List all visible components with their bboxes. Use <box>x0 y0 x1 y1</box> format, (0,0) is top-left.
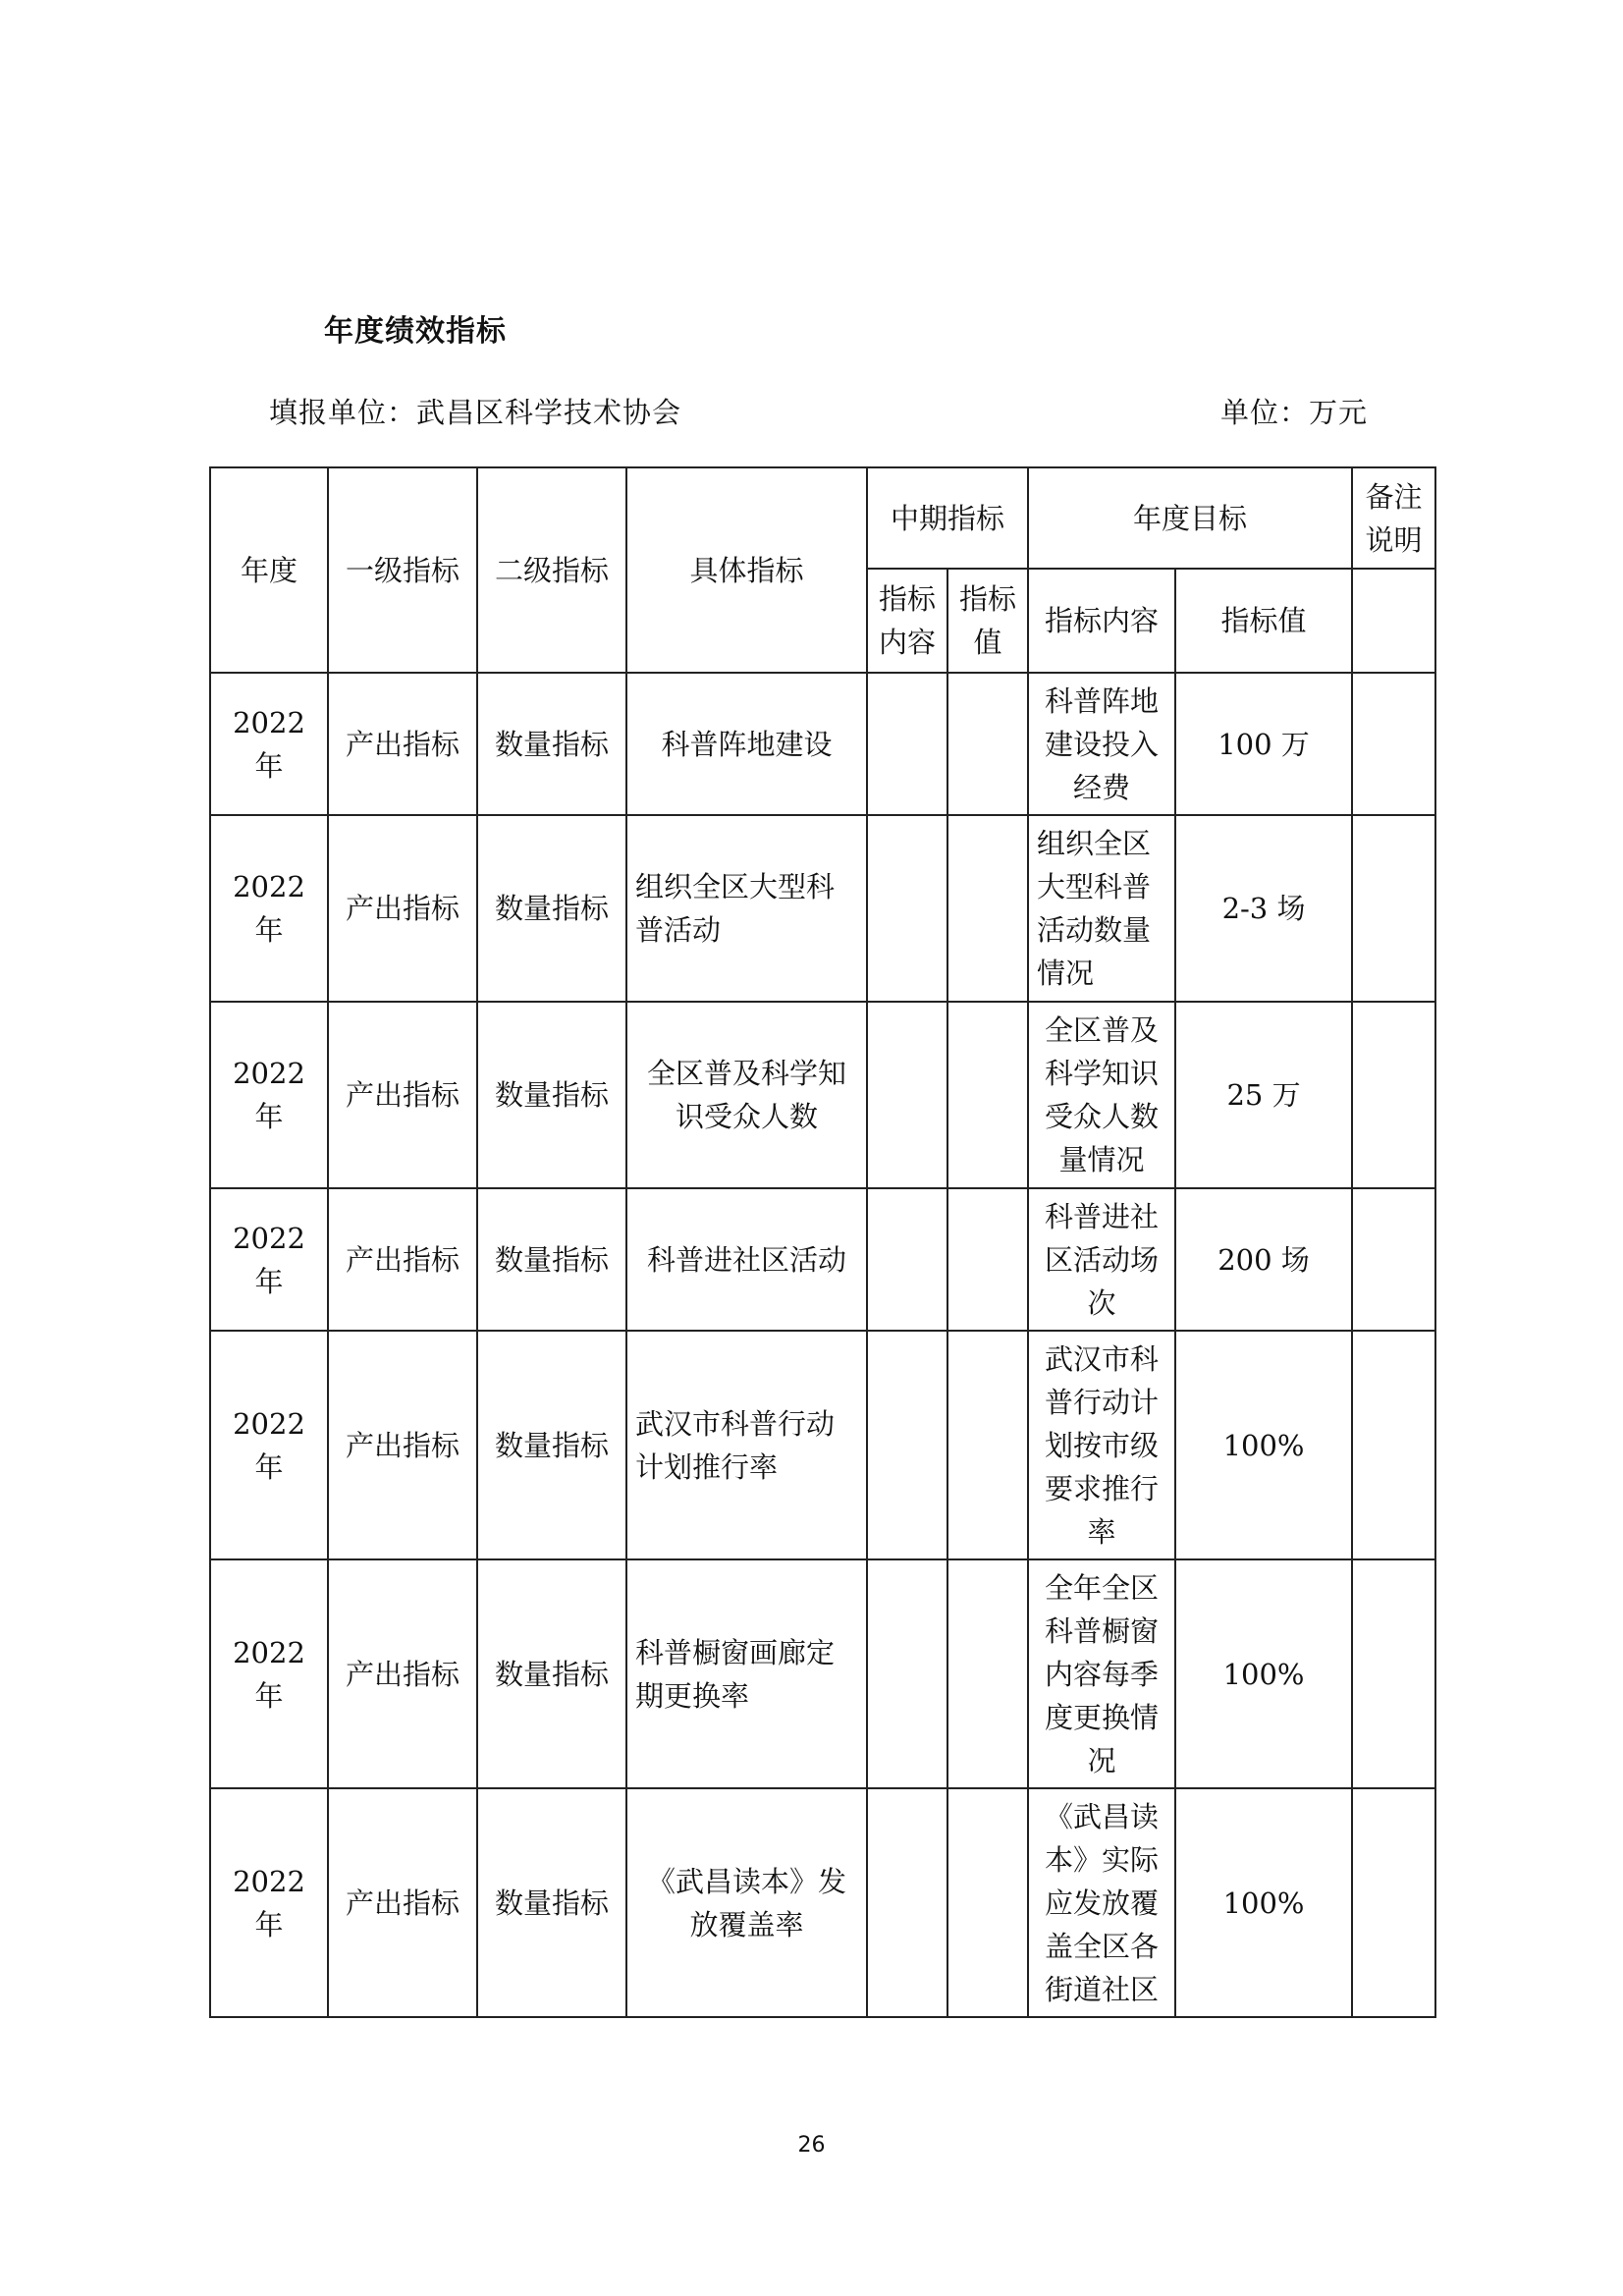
cell-annual-content: 科普阵地建设投入经费 <box>1028 673 1175 815</box>
cell-mid-content <box>867 673 947 815</box>
cell-level2: 数量指标 <box>477 1559 626 1788</box>
cell-mid-content <box>867 1188 947 1331</box>
cell-mid-content <box>867 1559 947 1788</box>
cell-level1: 产出指标 <box>328 1002 477 1188</box>
header-level1: 一级指标 <box>328 467 477 673</box>
header-annual-value: 指标值 <box>1175 569 1352 673</box>
cell-annual-value: 2-3 场 <box>1175 815 1352 1002</box>
cell-annual-value: 100% <box>1175 1331 1352 1559</box>
cell-annual-content: 全年全区科普橱窗内容每季度更换情况 <box>1028 1559 1175 1788</box>
header-annual-target: 年度目标 <box>1028 467 1352 569</box>
header-mid-content: 指标内容 <box>867 569 947 673</box>
cell-mid-value <box>947 1002 1028 1188</box>
cell-specific: 《武昌读本》发放覆盖率 <box>626 1788 867 2017</box>
cell-mid-value <box>947 1788 1028 2017</box>
table-row <box>210 815 1435 1002</box>
cell-year: 2022 年 <box>210 1788 328 2017</box>
cell-specific: 全区普及科学知识受众人数 <box>626 1002 867 1188</box>
page-number: 26 <box>797 2133 826 2158</box>
cell-level1: 产出指标 <box>328 1331 477 1559</box>
cell-year: 2022 年 <box>210 673 328 815</box>
cell-remarks <box>1352 1188 1435 1331</box>
cell-specific: 组织全区大型科普活动 <box>626 815 867 1002</box>
cell-level2: 数量指标 <box>477 815 626 1002</box>
header-year: 年度 <box>210 467 328 673</box>
cell-mid-value <box>947 1188 1028 1331</box>
cell-year: 2022 年 <box>210 815 328 1002</box>
cell-remarks <box>1352 1788 1435 2017</box>
cell-remarks <box>1352 1002 1435 1188</box>
header-mid-value: 指标值 <box>947 569 1028 673</box>
cell-annual-value: 100 万 <box>1175 673 1352 815</box>
cell-annual-content: 全区普及科学知识受众人数量情况 <box>1028 1002 1175 1188</box>
cell-annual-value: 25 万 <box>1175 1002 1352 1188</box>
header-level2: 二级指标 <box>477 467 626 673</box>
cell-level1: 产出指标 <box>328 673 477 815</box>
cell-level2: 数量指标 <box>477 1331 626 1559</box>
table-row <box>210 673 1435 815</box>
cell-annual-value: 200 场 <box>1175 1188 1352 1331</box>
cell-level1: 产出指标 <box>328 1188 477 1331</box>
cell-remarks <box>1352 1331 1435 1559</box>
cell-specific: 科普进社区活动 <box>626 1188 867 1331</box>
cell-level2: 数量指标 <box>477 1188 626 1331</box>
header-remarks: 备注说明 <box>1352 467 1435 569</box>
cell-specific: 科普橱窗画廊定期更换率 <box>626 1559 867 1788</box>
cell-mid-content <box>867 1788 947 2017</box>
table-row <box>210 1002 1435 1188</box>
cell-remarks <box>1352 815 1435 1002</box>
cell-annual-content: 《武昌读本》实际应发放覆盖全区各街道社区 <box>1028 1788 1175 2017</box>
cell-year: 2022 年 <box>210 1002 328 1188</box>
header-specific: 具体指标 <box>626 467 867 673</box>
cell-mid-value <box>947 673 1028 815</box>
cell-year: 2022 年 <box>210 1559 328 1788</box>
cell-mid-value <box>947 1331 1028 1559</box>
cell-level2: 数量指标 <box>477 1002 626 1188</box>
cell-level1: 产出指标 <box>328 1788 477 2017</box>
cell-mid-content <box>867 815 947 1002</box>
table-row <box>210 1788 1435 2017</box>
cell-mid-content <box>867 1331 947 1559</box>
cell-annual-content: 科普进社区活动场次 <box>1028 1188 1175 1331</box>
header-midterm: 中期指标 <box>867 467 1028 569</box>
cell-year: 2022 年 <box>210 1331 328 1559</box>
header-row-top <box>210 467 1435 569</box>
cell-level1: 产出指标 <box>328 1559 477 1788</box>
cell-mid-value <box>947 815 1028 1002</box>
cell-specific: 武汉市科普行动计划推行率 <box>626 1331 867 1559</box>
cell-remarks <box>1352 673 1435 815</box>
cell-level2: 数量指标 <box>477 673 626 815</box>
fill-unit-label: 填报单位：武昌区科学技术协会 <box>269 396 682 429</box>
cell-annual-content: 武汉市科普行动计划按市级要求推行率 <box>1028 1331 1175 1559</box>
table-row <box>210 1188 1435 1331</box>
cell-annual-value: 100% <box>1175 1559 1352 1788</box>
performance-indicator-table <box>209 466 1436 2018</box>
cell-mid-content <box>867 1002 947 1188</box>
currency-unit-label: 单位：万元 <box>1220 396 1369 429</box>
cell-level1: 产出指标 <box>328 815 477 1002</box>
cell-specific: 科普阵地建设 <box>626 673 867 815</box>
table-row <box>210 1331 1435 1559</box>
section-title: 年度绩效指标 <box>324 314 507 349</box>
cell-annual-value: 100% <box>1175 1788 1352 2017</box>
cell-mid-value <box>947 1559 1028 1788</box>
cell-annual-content: 组织全区大型科普活动数量情况 <box>1028 815 1175 1002</box>
header-remarks-sub <box>1352 569 1435 673</box>
cell-remarks <box>1352 1559 1435 1788</box>
cell-year: 2022 年 <box>210 1188 328 1331</box>
table-row <box>210 1559 1435 1788</box>
cell-level2: 数量指标 <box>477 1788 626 2017</box>
header-annual-content: 指标内容 <box>1028 569 1175 673</box>
